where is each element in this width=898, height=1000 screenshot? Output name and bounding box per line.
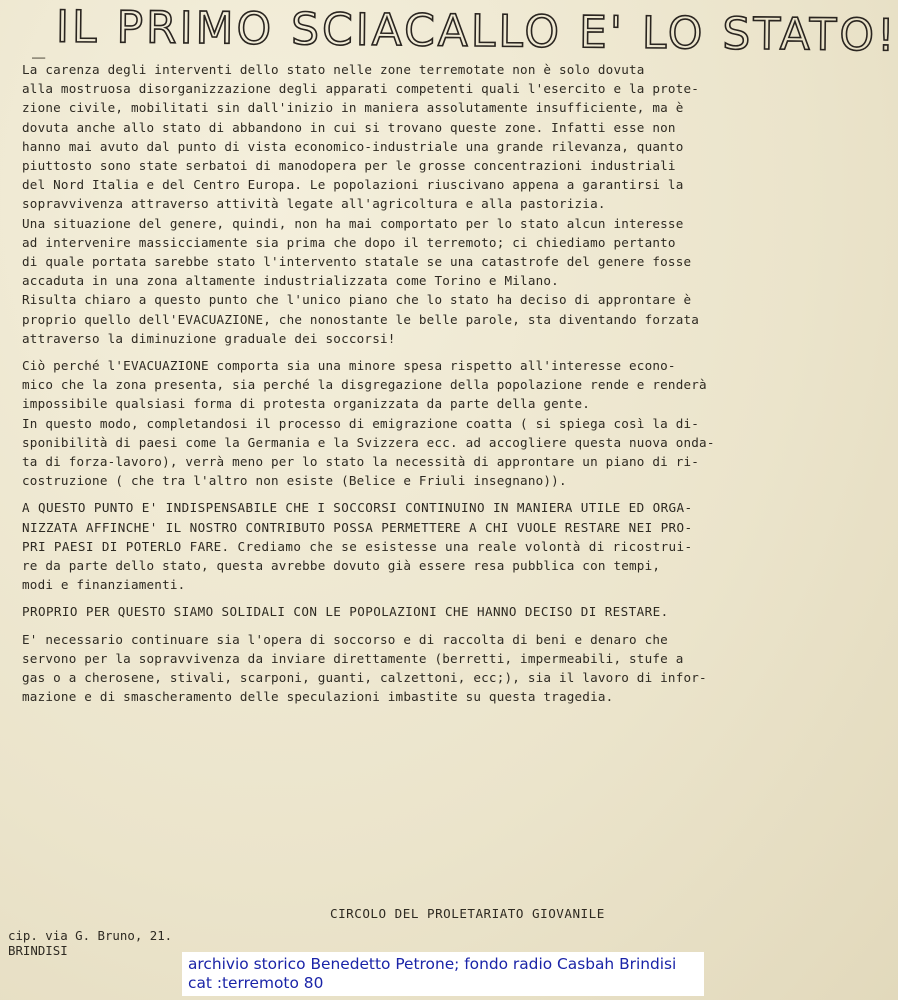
body-line: gas o a cherosene, stivali, scarponi, guanti, calzettoni, ecc;), sia il lavoro di infor- [22,670,707,686]
body-line: dovuta anche allo stato di abbandono in cui si trovano queste zone. Infatti esse non [22,119,676,135]
archive-text [188,955,676,993]
archive-label [182,952,704,996]
paragraph-gap [22,348,692,356]
archive-category: cat :terremoto 80 [188,974,324,992]
body-line: mico che la zona presenta, sia perché la disgregazione della popolazione rende e renderà [22,377,707,393]
title-area [22,1,898,64]
body-line: In questo modo, completandosi il processo di emigrazione coatta ( si spiega così la di- [22,415,700,431]
body-text [22,60,715,707]
body-line: proprio quello dell'EVACUAZIONE, che nonostante le belle parole, sta diventando forzata [22,311,700,327]
body-line: Una situazione del genere, quindi, non ha mai comportato per lo stato alcun interesse [22,215,684,231]
body-line: del Nord Italia e del Centro Europa. Le popolazioni riuscivano appena a garantirsi la [22,177,684,193]
body-line: E' necessario continuare sia l'opera di soccorso e di raccolta di beni e denaro che [22,631,668,647]
title-dash-mark: _ [32,34,46,59]
body-line: costruzione ( che tra l'altro non esiste (Belice e Friuli insegnano)). [22,473,567,489]
archive-source: archivio storico Benedetto Petrone; fondo radio Casbah Brindisi [188,955,677,973]
body-line: di quale portata sarebbe stato l'intervento statale se una catastrofe del genere fosse [22,254,692,270]
body-line: PRI PAESI DI POTERLO FARE. Crediamo che se esistesse una reale volontà di ricostrui- [22,538,693,554]
body-line: NIZZATA AFFINCHE' IL NOSTRO CONTRIBUTO POSSA PERMETTERE A CHI VUOLE RESTARE NEI PRO- [22,519,693,535]
body-line: sopravvivenza attraverso attività legate all'agricoltura e alla pastorizia. [22,196,606,212]
paragraph-gap [22,594,692,602]
body-line: modi e finanziamenti. [22,577,186,593]
body-line: ta di forza-lavoro), verrà meno per lo stato la necessità di approntare un piano di ri- [22,454,700,470]
printer-info [8,928,172,958]
body-line: servono per la sopravvivenza da inviare direttamente (berretti, impermeabili, stufe a [22,650,684,666]
body-line: Ciò perché l'EVACUAZIONE comporta sia una minore spesa rispetto all'interesse econo- [22,358,676,374]
body-line: PROPRIO PER QUESTO SIAMO SOLIDALI CON LE POPOLAZIONI CHE HANNO DECISO DI RESTARE. [22,604,669,620]
signature: CIRCOLO DEL PROLETARIATO GIOVANILE [330,906,605,921]
body-line: zione civile, mobilitati sin dall'inizio in maniera assolutamente insufficiente, ma è [22,100,684,116]
printer-city: BRINDISI [8,943,68,958]
body-line: Risulta chiaro a questo punto che l'unico piano che lo stato ha deciso di approntare è [22,292,692,308]
body-line: mazione e di smascheramento delle speculazioni imbastite su questa tragedia. [22,689,614,705]
body-line: attraverso la diminuzione graduale dei soccorsi! [22,330,396,346]
body-line: re da parte dello stato, questa avrebbe dovuto già essere resa pubblica con tempi, [22,558,661,574]
printer-address: cip. via G. Bruno, 21. [8,928,173,943]
body-line: hanno mai avuto dal punto di vista economico-industriale una grande rilevanza, quanto [22,138,684,154]
body-line: La carenza degli interventi dello stato nelle zone terremotate non è solo dovuta [22,62,645,77]
body-line: A QUESTO PUNTO E' INDISPENSABILE CHE I SOCCORSI CONTINUINO IN MANIERA UTILE ED ORGA- [22,500,693,516]
body-line: alla mostruosa disorganizzazione degli apparati competenti quali l'esercito e la prote- [22,81,700,97]
body-line: ad intervenire massicciamente sia prima che dopo il terremoto; ci chiediamo pertanto [22,234,676,250]
body-line: sponibilità di paesi come la Germania e la Svizzera ecc. ad accogliere questa nuova onda- [22,434,715,450]
paragraph-gap [22,490,692,498]
body-line: impossibile qualsiasi forma di protesta organizzata da parte della gente. [22,396,591,412]
body-line: accaduta in una zona altamente industrializzata come Torino e Milano. [22,273,559,289]
document-title: IL PRIMO SCIACALLO E' LO STATO! [55,1,898,62]
body-line: piuttosto sono state serbatoi di manodopera per le grosse concentrazioni industriali [22,158,676,174]
paragraph-gap [22,622,692,630]
